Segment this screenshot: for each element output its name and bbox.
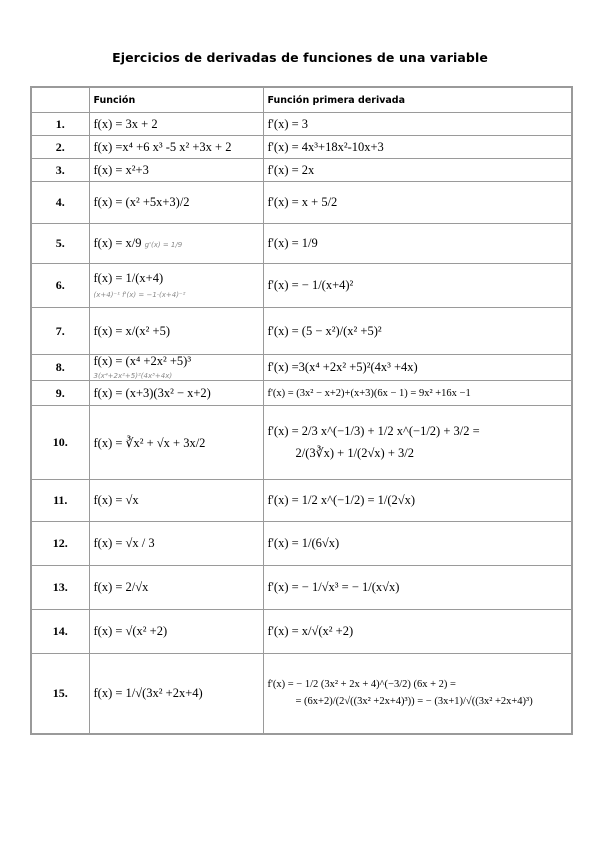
header-num xyxy=(31,87,89,113)
row-number: 14. xyxy=(31,610,89,654)
function-expression: f(x) = x/(x² +5) xyxy=(93,323,171,338)
function-expression: f(x) = 2/√x xyxy=(93,580,149,594)
function-expression: f(x) = 1/√(3x² +2x+4) xyxy=(93,685,203,700)
row-number: 6. xyxy=(31,264,89,308)
table-row xyxy=(31,264,572,308)
row-number: 13. xyxy=(31,566,89,610)
derivative-expression: f'(x) = 2x xyxy=(267,162,315,177)
derivative-expression-line2: 2/(3∛x) + 1/(2√x) + 3/2 xyxy=(295,445,414,460)
function-cell xyxy=(89,113,263,136)
derivative-expression: f'(x) = 1/(6√x) xyxy=(267,536,340,550)
row-number: 5. xyxy=(31,224,89,264)
table-row xyxy=(31,381,572,406)
row-number: 11. xyxy=(31,480,89,522)
function-expression: f(x) = √x / 3 xyxy=(93,536,155,550)
derivative-expression: f'(x) = 2/3 x^(−1/3) + 1/2 x^(−1/2) + 3/2 = xyxy=(267,424,480,438)
function-cell xyxy=(89,355,263,381)
derivative-expression: f'(x) = x + 5/2 xyxy=(267,195,338,209)
derivative-cell xyxy=(263,566,572,610)
derivative-cell xyxy=(263,355,572,381)
table-row xyxy=(31,480,572,522)
derivative-cell xyxy=(263,522,572,566)
function-expression: f(x) = 1/(x+4) xyxy=(93,270,164,285)
function-cell xyxy=(89,610,263,654)
function-cell xyxy=(89,522,263,566)
derivative-cell xyxy=(263,480,572,522)
function-cell xyxy=(89,654,263,734)
function-expression: f(x) =x⁴ +6 x³ -5 x² +3x + 2 xyxy=(93,139,232,154)
handwritten-note: (x+4)⁻¹ f'(x) = −1·(x+4)⁻² xyxy=(93,290,186,299)
function-expression: f(x) = (x² +5x+3)/2 xyxy=(93,195,190,209)
function-expression: f(x) = √(x² +2) xyxy=(93,624,168,638)
table-row xyxy=(31,522,572,566)
derivative-expression: f'(x) = − 1/(x+4)² xyxy=(267,278,354,292)
table-row xyxy=(31,566,572,610)
function-cell xyxy=(89,480,263,522)
function-cell xyxy=(89,308,263,355)
function-cell xyxy=(89,159,263,182)
table-row xyxy=(31,308,572,355)
row-number: 10. xyxy=(31,406,89,480)
function-expression: f(x) = x/9 xyxy=(93,236,142,250)
derivative-expression: f'(x) =3(x⁴ +2x² +5)²(4x³ +4x) xyxy=(267,360,418,374)
row-number: 8. xyxy=(31,355,89,381)
derivative-expression-line2: = (6x+2)/(2√((3x² +2x+4)³)) = − (3x+1)/√((3x² +2x+4)³) xyxy=(295,696,533,708)
derivative-expression: f'(x) = (5 − x²)/(x² +5)² xyxy=(267,323,382,338)
function-cell xyxy=(89,224,263,264)
derivative-cell xyxy=(263,159,572,182)
function-cell xyxy=(89,406,263,480)
derivative-expression: f'(x) = (3x² − x+2)+(x+3)(6x − 1) = 9x² +16x −1 xyxy=(267,387,471,399)
derivative-expression: f'(x) = 3 xyxy=(267,116,309,131)
function-cell xyxy=(89,264,263,308)
function-expression: f(x) = (x⁴ +2x² +5)³ xyxy=(93,354,192,368)
row-number: 12. xyxy=(31,522,89,566)
derivative-expression: f'(x) = x/√(x² +2) xyxy=(267,624,354,638)
derivative-expression: f'(x) = − 1/2 (3x² + 2x + 4)^(−3/2) (6x + 2) = xyxy=(267,679,456,691)
function-expression: f(x) = (x+3)(3x² − x+2) xyxy=(93,385,211,400)
function-cell xyxy=(89,381,263,406)
row-number: 3. xyxy=(31,159,89,182)
derivative-cell xyxy=(263,182,572,224)
derivative-expression: f'(x) = − 1/√x³ = − 1/(x√x) xyxy=(267,580,400,594)
table-row xyxy=(31,654,572,734)
header-function: Función xyxy=(89,87,263,113)
derivative-cell xyxy=(263,136,572,159)
derivative-expression: f'(x) = 1/9 xyxy=(267,236,318,250)
derivative-cell xyxy=(263,654,572,734)
page-title: Ejercicios de derivadas de funciones de una variable xyxy=(112,50,488,65)
derivative-cell xyxy=(263,113,572,136)
table-row xyxy=(31,406,572,480)
derivative-expression: f'(x) = 4x³+18x²-10x+3 xyxy=(267,139,384,154)
function-expression: f(x) = x²+3 xyxy=(93,162,149,177)
derivative-cell xyxy=(263,610,572,654)
handwritten-note: g'(x) = 1/9 xyxy=(144,241,183,249)
derivative-cell xyxy=(263,308,572,355)
function-cell xyxy=(89,566,263,610)
function-expression: f(x) = ∛x² + √x + 3x/2 xyxy=(93,435,206,450)
table-row xyxy=(31,355,572,381)
handwritten-note: 3(x⁴+2x²+5)²(4x³+4x) xyxy=(93,371,173,380)
derivatives-table xyxy=(30,86,573,735)
header-row xyxy=(31,87,572,113)
derivative-expression: f'(x) = 1/2 x^(−1/2) = 1/(2√x) xyxy=(267,493,416,507)
derivative-cell xyxy=(263,264,572,308)
table-row xyxy=(31,159,572,182)
row-number: 1. xyxy=(31,113,89,136)
row-number: 2. xyxy=(31,136,89,159)
function-expression: f(x) = √x xyxy=(93,493,139,507)
derivative-cell xyxy=(263,406,572,480)
function-cell xyxy=(89,182,263,224)
table-row xyxy=(31,182,572,224)
derivative-cell xyxy=(263,224,572,264)
derivative-cell xyxy=(263,381,572,406)
function-cell xyxy=(89,136,263,159)
table-row xyxy=(31,224,572,264)
function-expression: f(x) = 3x + 2 xyxy=(93,116,158,131)
row-number: 4. xyxy=(31,182,89,224)
table-row xyxy=(31,113,572,136)
row-number: 9. xyxy=(31,381,89,406)
table-row xyxy=(31,136,572,159)
header-derivative: Función primera derivada xyxy=(263,87,572,113)
row-number: 7. xyxy=(31,308,89,355)
row-number: 15. xyxy=(31,654,89,734)
table-row xyxy=(31,610,572,654)
